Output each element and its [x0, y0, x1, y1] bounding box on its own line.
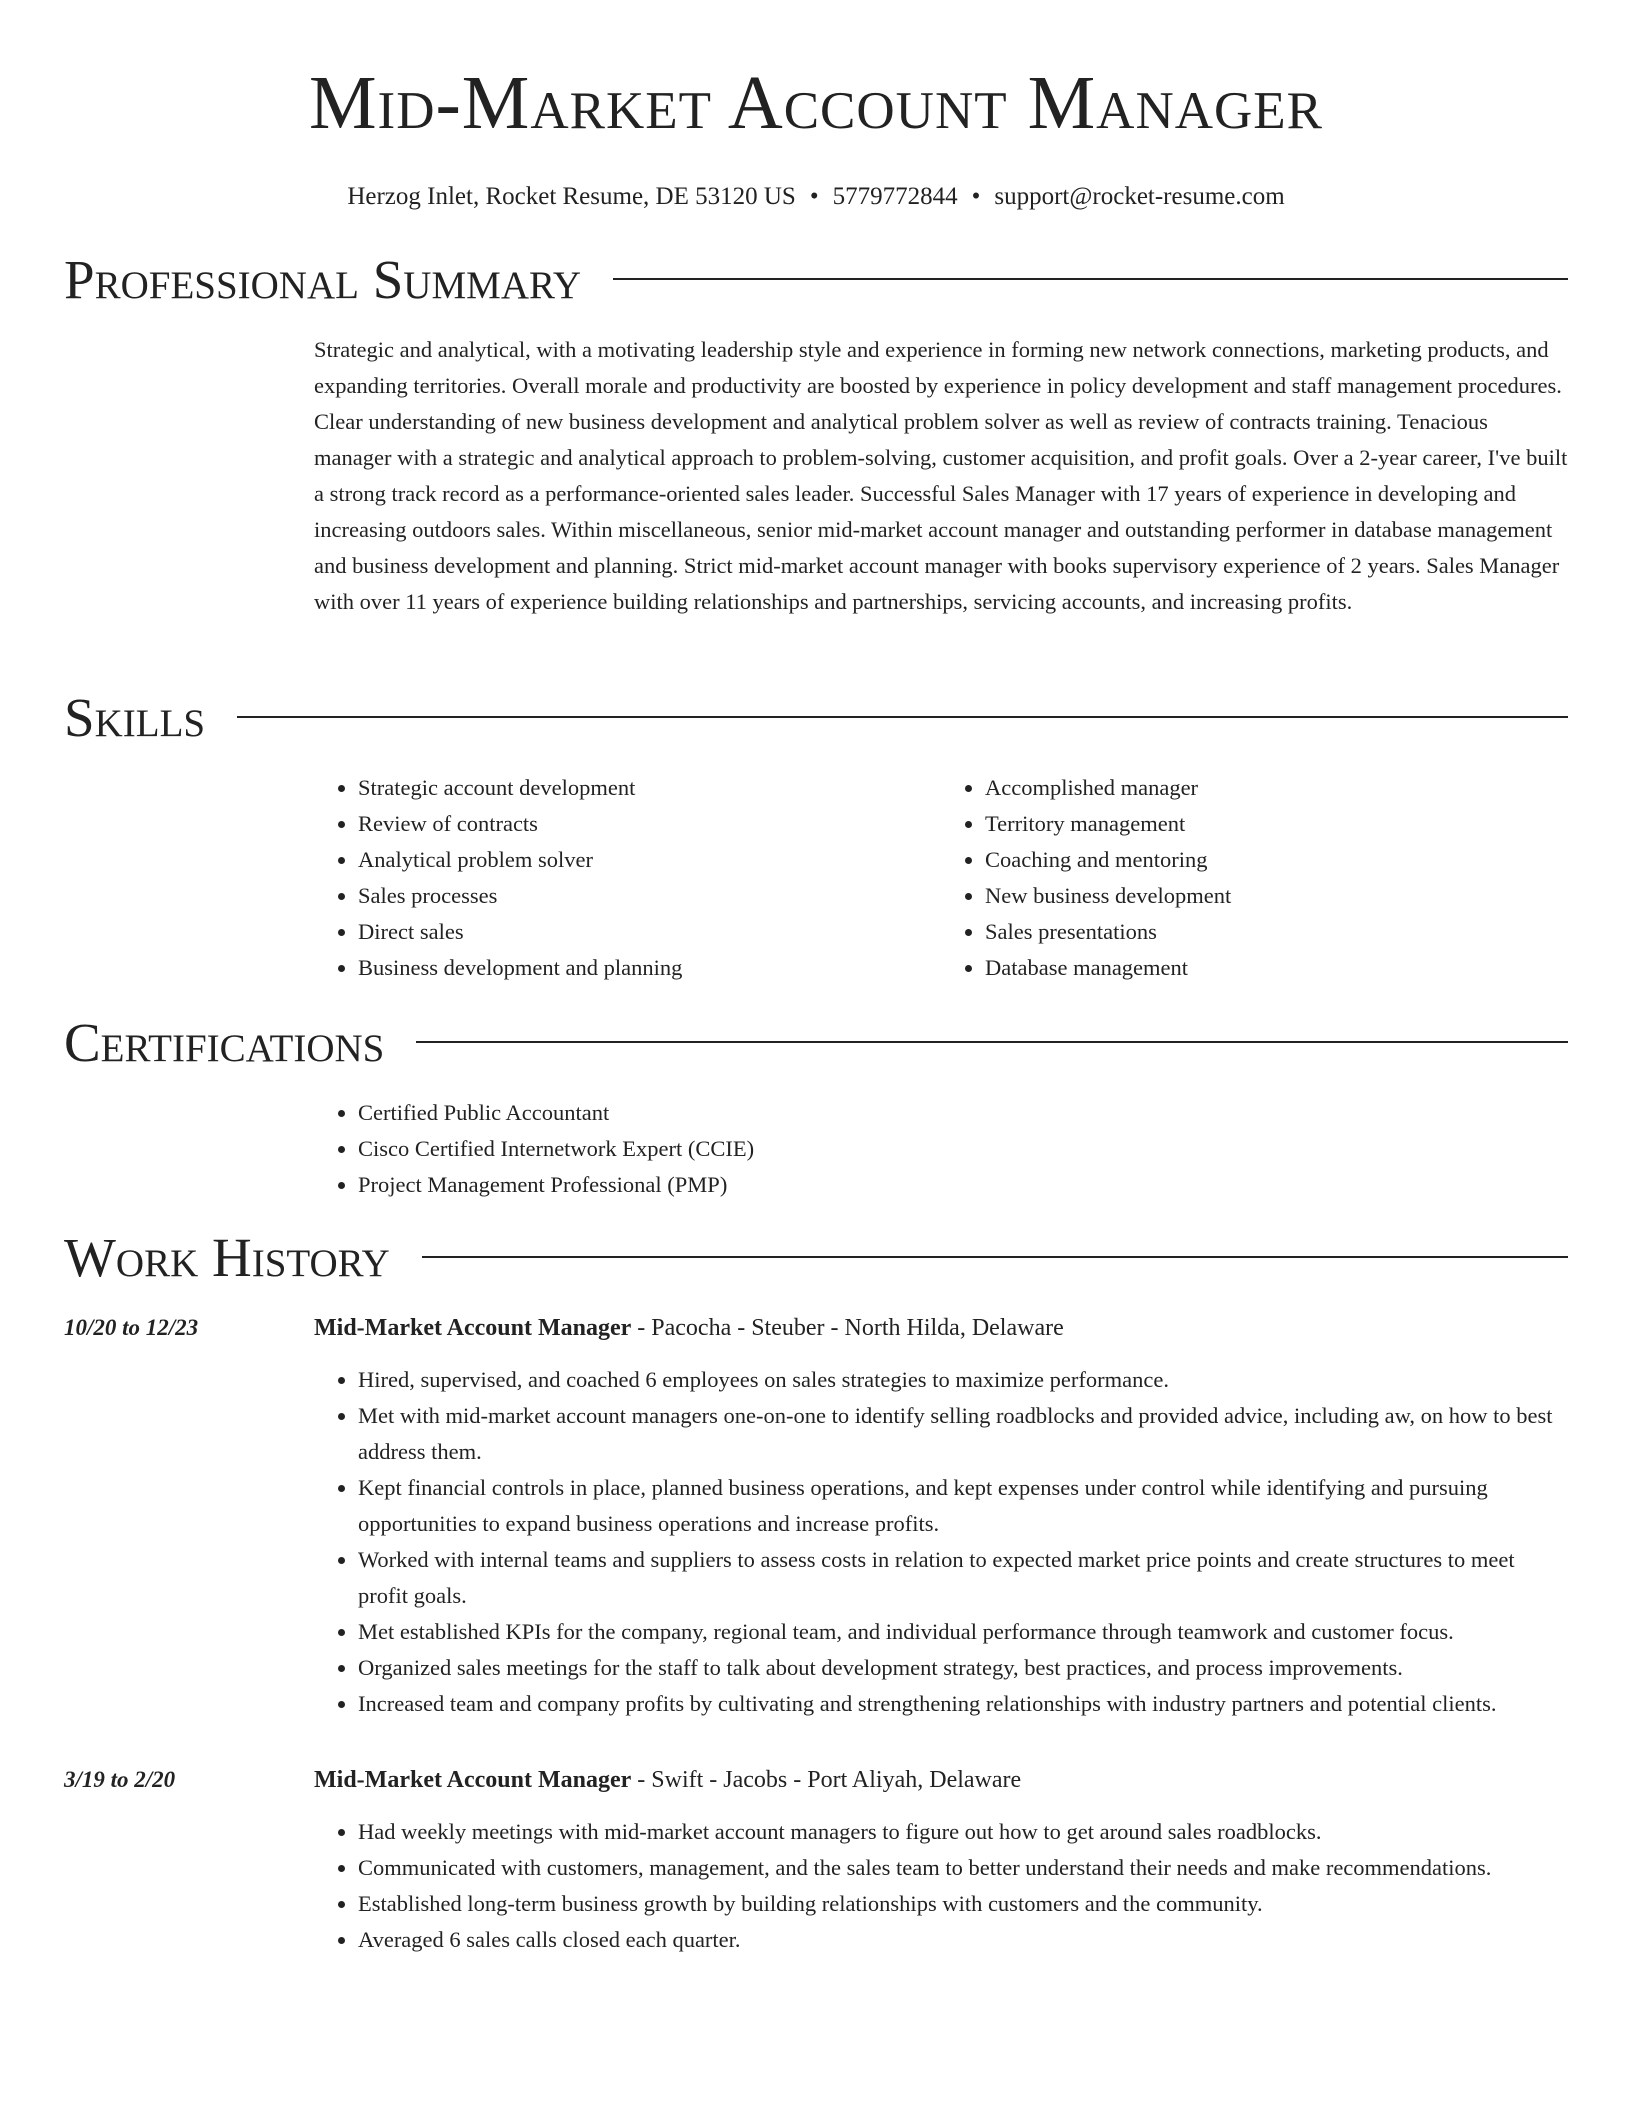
- contact-address: Herzog Inlet, Rocket Resume, DE 53120 US: [347, 183, 796, 210]
- section-header: [64, 1226, 1568, 1290]
- job-bullet: • Averaged 6 sales calls closed each quarter.: [358, 1922, 1568, 1958]
- summary-body: [314, 332, 1568, 620]
- skill-item: • Business development and planning: [358, 950, 941, 986]
- skill-item: • New business development: [985, 878, 1568, 914]
- section-header: [64, 1011, 1568, 1075]
- job-details: [314, 1814, 1568, 1958]
- job-bullet: • Met with mid-market account managers one-on-one to identify selling roadblocks and provided advice, including aw, on how to best address them.: [358, 1398, 1568, 1470]
- skill-item: • Coaching and mentoring: [985, 842, 1568, 878]
- job-bullet-list: [314, 1362, 1568, 1722]
- skill-item: • Sales processes: [358, 878, 941, 914]
- job-company: - Swift - Jacobs - Port Aliyah, Delaware: [631, 1767, 1022, 1793]
- certification-item: • Certified Public Accountant: [358, 1095, 1568, 1131]
- skills-section: [64, 686, 1568, 986]
- job-title-line: [314, 1310, 1064, 1346]
- summary-text: Strategic and analytical, with a motivating leadership style and experience in forming new network connections, marketing products, and expanding territories. Overall morale and productivity are boosted by experience in policy development and staff management procedures. Clear understanding of new business development and analytical problem solver as well as review of contracts training. Tenacious manager with a strategic and analytical approach to problem-solving, customer acquisition, and profit goals. Over a 2-year career, I've built a strong track record as a performance-oriented sales leader. Successful Sales Manager with 17 years of experience in developing and increasing outdoors sales. Within miscellaneous, senior mid-market account manager and outstanding performer in database management and business development and planning. Strict mid-market account manager with books supervisory experience of 2 years. Sales Manager with over 11 years of experience building relationships and partnerships, servicing accounts, and increasing profits.: [314, 337, 1568, 614]
- job-bullet: • Met established KPIs for the company, regional team, and individual performance through teamwork and customer focus.: [358, 1614, 1568, 1650]
- skill-item: • Database management: [985, 950, 1568, 986]
- job-bullet: • Kept financial controls in place, planned business operations, and kept expenses under control while identifying and pursuing opportunities to expand business operations and increase profits.: [358, 1470, 1568, 1542]
- job-bullet: • Hired, supervised, and coached 6 employees on sales strategies to maximize performance.: [358, 1362, 1568, 1398]
- section-divider: [613, 278, 1568, 280]
- section-title-skills: Skills: [64, 687, 206, 748]
- skill-item: • Territory management: [985, 806, 1568, 842]
- job-entry: [64, 1762, 1568, 1958]
- job-bullet: • Established long-term business growth by building relationships with customers and the community.: [358, 1886, 1568, 1922]
- contact-email: support@rocket-resume.com: [994, 183, 1285, 210]
- section-title-certifications: Certifications: [64, 1012, 385, 1073]
- section-divider: [422, 1256, 1568, 1258]
- candidate-name: Mid-Market Account Manager: [308, 61, 1324, 145]
- certification-item: • Cisco Certified Internetwork Expert (CCIE): [358, 1131, 1568, 1167]
- job-details: [314, 1362, 1568, 1722]
- section-header: [64, 686, 1568, 750]
- skill-item: • Accomplished manager: [985, 770, 1568, 806]
- section-title-work-history: Work History: [64, 1227, 390, 1288]
- resume-header: [64, 0, 1568, 212]
- certifications-list: [314, 1095, 1568, 1203]
- section-divider: [237, 716, 1568, 718]
- contact-separator: •: [809, 183, 819, 210]
- job-bullet: • Had weekly meetings with mid-market account managers to figure out how to get around sales roadblocks.: [358, 1814, 1568, 1850]
- job-dates: 10/20 to 12/23: [64, 1315, 199, 1340]
- job-title-line: [314, 1762, 1021, 1798]
- summary-section: [64, 248, 1568, 620]
- skill-item: • Sales presentations: [985, 914, 1568, 950]
- job-title: Mid-Market Account Manager: [314, 1315, 632, 1341]
- skills-list-left: [314, 770, 941, 986]
- certification-item: • Project Management Professional (PMP): [358, 1167, 1568, 1203]
- skill-item: • Analytical problem solver: [358, 842, 941, 878]
- contact-phone: 5779772844: [832, 183, 958, 210]
- job-entry: [64, 1310, 1568, 1722]
- job-dates: 3/19 to 2/20: [64, 1767, 176, 1792]
- work-history-section: [64, 1226, 1568, 1958]
- contact-line: [64, 182, 1568, 212]
- job-header: [64, 1310, 1568, 1346]
- certifications-section: [64, 1011, 1568, 1203]
- job-header: [64, 1762, 1568, 1798]
- section-divider: [416, 1041, 1568, 1043]
- skills-grid: [314, 770, 1568, 986]
- section-title-summary: Professional Summary: [64, 249, 582, 310]
- job-bullet: • Communicated with customers, management, and the sales team to better understand their needs and make recommendations.: [358, 1850, 1568, 1886]
- skill-item: • Direct sales: [358, 914, 941, 950]
- skill-item: • Review of contracts: [358, 806, 941, 842]
- job-bullet-list: [314, 1814, 1568, 1958]
- job-company: - Pacocha - Steuber - North Hilda, Delaware: [631, 1315, 1064, 1341]
- contact-separator: •: [971, 183, 981, 210]
- job-bullet: • Increased team and company profits by cultivating and strengthening relationships with industry partners and potential clients.: [358, 1686, 1568, 1722]
- section-header: [64, 248, 1568, 312]
- job-bullet: • Organized sales meetings for the staff to talk about development strategy, best practices, and process improvements.: [358, 1650, 1568, 1686]
- certifications-body: [314, 1095, 1568, 1203]
- job-bullet: • Worked with internal teams and suppliers to assess costs in relation to expected market price points and create structures to meet profit goals.: [358, 1542, 1568, 1614]
- skills-list-right: [941, 770, 1568, 986]
- skill-item: • Strategic account development: [358, 770, 941, 806]
- job-title: Mid-Market Account Manager: [314, 1767, 632, 1793]
